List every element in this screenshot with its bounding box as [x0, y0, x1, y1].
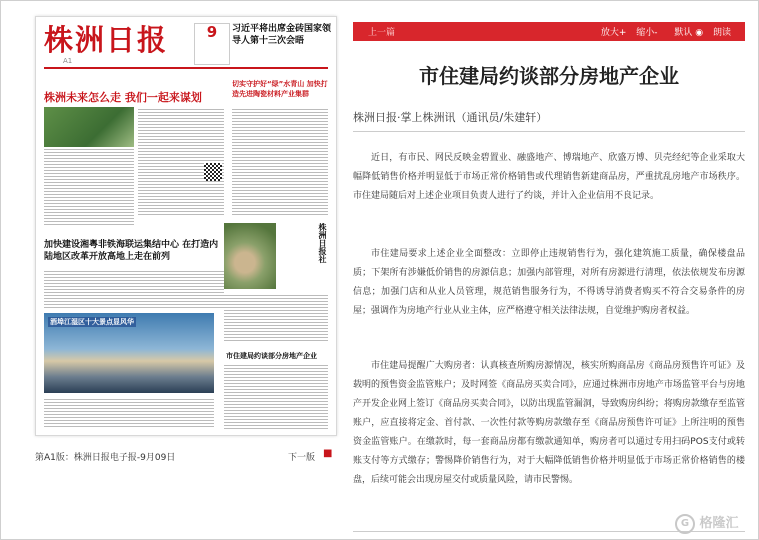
speaker-icon: ◉ — [695, 28, 704, 38]
masthead-divider — [44, 67, 328, 69]
watermark-logo-icon: G — [675, 514, 695, 534]
read-aloud-button[interactable]: 朗读 — [712, 28, 731, 38]
text-column — [232, 107, 328, 217]
article-title: 市住建局约谈部分房地产企业 — [419, 64, 679, 88]
article-byline: 株洲日报·掌上株洲讯（通讯员/朱建轩） — [353, 111, 548, 124]
landscape-photo[interactable] — [44, 313, 214, 393]
edition-mark: A1 — [63, 57, 73, 65]
article-paragraph: 市住建局要求上述企业全面整改：立即停止违规销售行为，强化建筑施工质量，确保楼盘品质；下架所有涉嫌低价销售的房源信息；加强内部管理，对所有房源进行清理，依法依规发布房源信息；加强门店和从业人员管理，规范销售服务行为，不得诱导消费者购买不符合交易条件的房屋；强调作为房地产行业从业主体，应严格遵守相关法律法规，自觉维护购房者权益。 — [353, 249, 745, 316]
divider — [353, 131, 745, 132]
date-box — [194, 23, 230, 65]
qr-code — [204, 163, 222, 181]
previous-article-link[interactable]: 上一篇 — [368, 28, 396, 38]
lead-banner-headline[interactable]: 株洲未来怎么走 我们一起来谋划 — [44, 91, 202, 104]
article-toolbar — [353, 22, 745, 41]
vertical-headline[interactable]: 株洲日报社 — [318, 223, 327, 263]
top-headline[interactable]: 习近平将出席金砖国家领导人第十三次会晤 — [232, 24, 332, 46]
default-size-button[interactable]: 默认 ◉ — [674, 28, 704, 38]
article-link-in-page[interactable]: 市住建局约谈部分房地产企业 — [226, 352, 317, 360]
secondary-headline[interactable]: 切实守护好“绿”水青山 加快打造先进陶瓷材料产业集群 — [232, 80, 328, 98]
zoom-in-button[interactable]: 放大+ — [600, 28, 627, 38]
text-column — [138, 107, 224, 217]
next-page-link[interactable]: 下一版 — [288, 453, 316, 463]
article-paragraph: 近日，有市民、网民反映金碧置业、融盛地产、博瑞地产、欣盛万博、贝壳经纪等企业采取大幅降低销售价格并明显低于市场正常价格销售或代理销售新建商品房，严重扰乱房地产市场秩序。市住建局随后对上述企业项目负责人进行了约谈，并计入企业信用不良记录。 — [353, 153, 745, 201]
quarry-photo[interactable] — [224, 223, 276, 289]
text-column — [44, 397, 214, 429]
text-column — [44, 269, 224, 309]
headline-rail-hub[interactable]: 加快建设湘粤非铁海联运集结中心 在打造内陆地区改革开放高地上走在前列 — [44, 240, 219, 262]
zoom-out-button[interactable]: 缩小- — [636, 28, 658, 38]
reading-tools — [594, 25, 731, 38]
text-column — [44, 147, 134, 227]
text-column — [224, 363, 328, 429]
lead-photo[interactable] — [44, 107, 134, 151]
text-column — [224, 293, 328, 343]
pdf-icon[interactable]: ■ — [323, 448, 333, 459]
watermark: G 格隆汇 — [675, 512, 739, 534]
page-label: 第A1版：株洲日报电子报-9月09日 — [35, 453, 176, 463]
date-day: 9 — [206, 23, 218, 41]
newspaper-page-thumbnail[interactable] — [35, 16, 337, 436]
newspaper-masthead: 株洲日报 — [44, 23, 169, 57]
article-paragraph: 市住建局提醒广大购房者：认真核查所购房源情况，核实所购商品房《商品房预售许可证》及载明的预售资金监管账户；及时网签《商品房买卖合同》，应通过株洲市房地产市场监管平台与房地产开发企业网上签订《商品房买卖合同》，以防出现监管漏洞，导致购房纠纷；将购房款缴存至监管账户，应直接将定金、首付款、一次性付款等购房款缴存至《商品房预售许可证》上所注明的预售资金监管账户。在缴款时，每一套商品房都有缴款通知单，购房者可以通过专用扫码POS支付或转账支付等方式缴存；警惕降价销售行为，对于大幅降低销售价格并明显低于市场正常价格销售的楼盘，后续可能会出现房屋交付或质量风险，请市民警惕。 — [353, 361, 745, 485]
photo-caption: 酒埠江湿区十大景点显风华 — [50, 318, 134, 326]
